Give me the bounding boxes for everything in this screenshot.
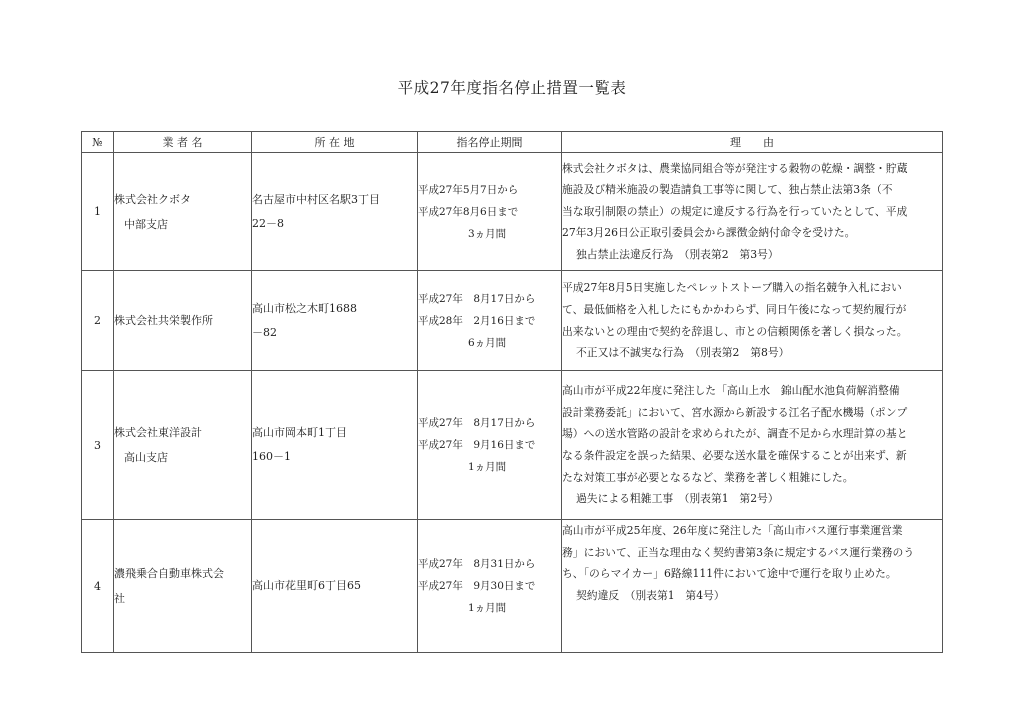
period-to: 平成27年 9月16日まで	[418, 439, 536, 451]
period-duration: 3ヵ月間	[468, 227, 507, 240]
address-line: －82	[252, 325, 277, 339]
reason-line: 施設及び精米施設の製造請負工事等に関して、独占禁止法第3条（不	[562, 183, 893, 197]
row-company	[114, 271, 252, 371]
period-from: 平成27年5月7日から	[418, 183, 519, 196]
company-line: 株式会社東洋設計	[114, 426, 202, 439]
period-to: 平成27年8月6日まで	[418, 205, 519, 218]
header-address: 所 在 地	[252, 132, 418, 153]
reason-line: ち、「のらマイカー」6路線111件において途中で運行を取り止めた。	[562, 567, 897, 581]
reason-line: 場）への送水管路の設計を求められたが、調査不足から水理計算の基と	[562, 427, 908, 441]
header-name: 業 者 名	[114, 132, 252, 153]
row-reason	[562, 271, 943, 371]
row-period	[418, 371, 562, 520]
table-row	[82, 153, 943, 271]
period-to: 平成27年 9月30日まで	[418, 580, 536, 592]
row-reason	[562, 520, 943, 653]
period-to: 平成28年 2月16日まで	[418, 314, 536, 327]
row-period	[418, 520, 562, 653]
row-no: 3	[82, 371, 114, 520]
company-line: 高山支店	[124, 451, 168, 464]
period-from: 平成27年 8月31日から	[418, 558, 536, 570]
period-from: 平成27年 8月17日から	[418, 292, 536, 305]
row-no: 2	[82, 271, 114, 371]
address-line: 高山市松之木町1688	[252, 301, 357, 315]
company-line: 株式会社クボタ	[114, 192, 191, 206]
address-line: 22－8	[252, 216, 284, 230]
row-no: 1	[82, 153, 114, 271]
row-reason	[562, 371, 943, 520]
reason-line: 株式会社クボタは、農業協同組合等が発注する穀物の乾燥・調整・貯蔵	[562, 161, 908, 175]
row-company	[114, 520, 252, 653]
company-line: 中部支店	[124, 217, 168, 231]
address-line: 高山市花里町6丁目65	[252, 579, 361, 592]
row-address	[252, 371, 418, 520]
reason-basis: 過失による粗雑工事 （別表第1 第2号）	[576, 492, 779, 506]
document-title: 平成27年度指名停止措置一覧表	[397, 79, 627, 97]
period-from: 平成27年 8月17日から	[418, 417, 536, 429]
table-row	[82, 520, 943, 653]
reason-line: 務」において、正当な理由なく契約書第3条に規定するバス運行業務のう	[562, 545, 915, 559]
reason-line: 設計業務委託」において、宮水源から新設する江名子配水機場（ポンプ	[562, 405, 908, 419]
period-duration: 1ヵ月間	[468, 461, 507, 473]
row-period	[418, 271, 562, 371]
table-header-row	[82, 132, 943, 153]
row-address	[252, 271, 418, 371]
reason-line: 出来ないとの理由で契約を辞退し、市との信頼関係を著しく損なった。	[562, 324, 908, 338]
address-line: 高山市岡本町1丁目	[252, 426, 347, 439]
reason-line: 平成27年8月5日実施したペレットストーブ購入の指名競争入札におい	[562, 281, 902, 295]
row-period	[418, 153, 562, 271]
period-duration: 1ヵ月間	[468, 602, 507, 614]
table-row	[82, 371, 943, 520]
reason-line: 27年3月26日公正取引委員会から課徴金納付命令を受けた。	[562, 226, 856, 240]
table-row	[82, 271, 943, 371]
address-line: 160－1	[252, 450, 291, 463]
header-reason: 理 由	[562, 132, 943, 153]
row-company	[114, 153, 252, 271]
row-address	[252, 153, 418, 271]
period-duration: 6ヵ月間	[468, 336, 507, 349]
reason-line: 当な取引制限の禁止）の規定に違反する行為を行っていたとして、平成	[562, 204, 908, 218]
company-line: 社	[114, 592, 125, 605]
suspension-table	[81, 131, 943, 653]
reason-basis: 不正又は不誠実な行為 （別表第2 第8号）	[576, 346, 790, 360]
reason-line: 高山市が平成22年度に発注した「高山上水 錦山配水池負荷解消整備	[562, 384, 900, 398]
reason-line: なる条件設定を誤った結果、必要な送水量を確保することが出来ず、新	[562, 449, 907, 462]
reason-basis: 独占禁止法違反行為 （別表第2 第3号）	[576, 247, 779, 261]
header-no: №	[82, 132, 114, 153]
address-line: 名古屋市中村区名駅3丁目	[252, 192, 380, 206]
reason-line: たな対策工事が必要となるなど、業務を著しく粗雑にした。	[562, 470, 854, 484]
row-reason	[562, 153, 943, 271]
header-period: 指名停止期間	[418, 132, 562, 153]
reason-basis: 契約違反 （別表第1 第4号）	[576, 588, 725, 602]
row-address	[252, 520, 418, 653]
company-line: 株式会社共栄製作所	[114, 314, 213, 327]
company-line: 濃飛乗合自動車株式会	[114, 567, 224, 580]
reason-line: て、最低価格を入札したにもかかわらず、同日午後になって契約履行が	[562, 302, 907, 316]
row-company	[114, 371, 252, 520]
row-no: 4	[82, 520, 114, 653]
reason-line: 高山市が平成25年度、26年度に発注した「高山市バス運行事業運営業	[562, 524, 903, 537]
